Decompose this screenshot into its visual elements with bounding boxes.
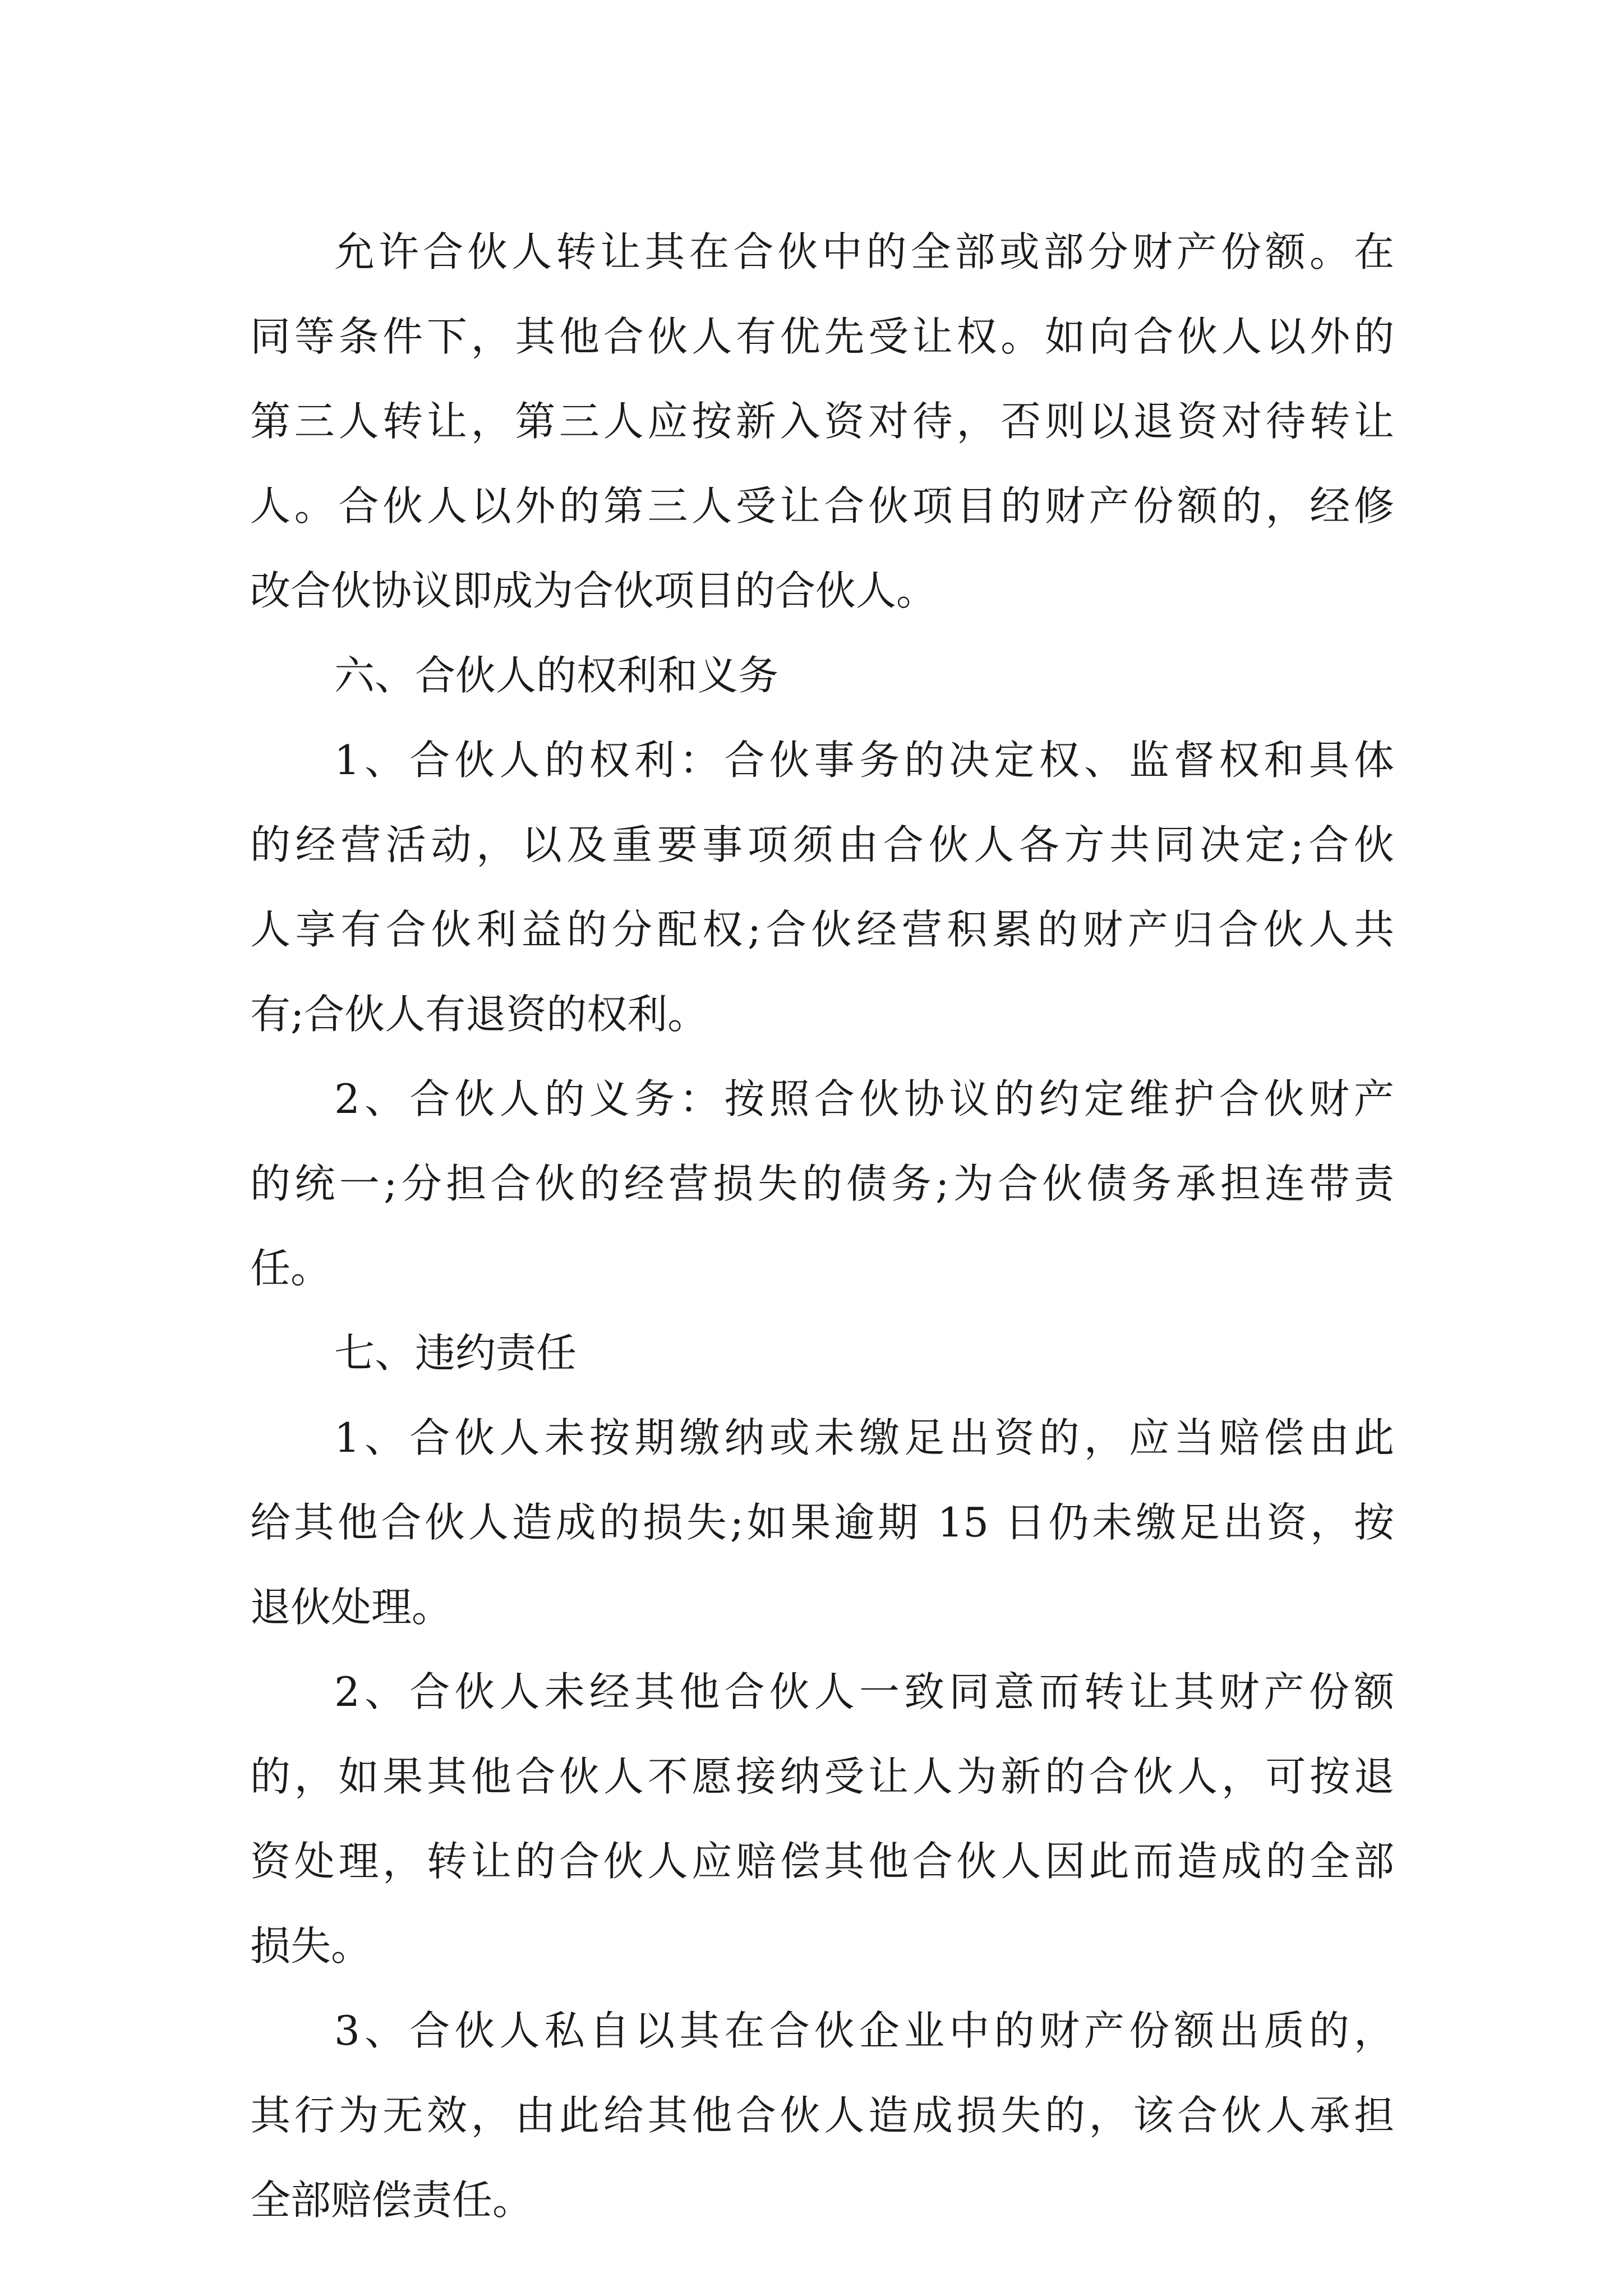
text-line: 给其他合伙人造成的损失;如果逾期 15 日仍未缴足出资，按	[250, 1499, 1394, 1546]
section-heading-breach-liability	[250, 1311, 1394, 1396]
text-line: 其行为无效，由此给其他合伙人造成损失的，该合伙人承担	[250, 2092, 1394, 2139]
clause-partner-rights	[250, 718, 1394, 1057]
text-line: 允许合伙人转让其在合伙中的全部或部分财产份额。在	[334, 228, 1394, 275]
text-line: 全部赔偿责任。	[250, 2177, 533, 2224]
paragraph-transfer-of-share	[250, 210, 1394, 633]
text-line: 2、合伙人的义务：按照合伙协议的约定维护合伙财产	[334, 1075, 1394, 1122]
text-line: 1、合伙人未按期缴纳或未缴足出资的，应当赔偿由此	[334, 1414, 1394, 1461]
section-heading: 六、合伙人的权利和义务	[334, 652, 779, 699]
text-line: 的统一;分担合伙的经营损失的债务;为合伙债务承担连带责	[250, 1160, 1394, 1207]
text-line: 人。合伙人以外的第三人受让合伙项目的财产份额的，经修	[250, 482, 1394, 530]
text-line: 退伙处理。	[250, 1584, 453, 1631]
text-line: 的经营活动，以及重要事项须由合伙人各方共同决定;合伙	[250, 821, 1394, 868]
clause-late-contribution	[250, 1396, 1394, 1650]
text-line: 任。	[250, 1245, 331, 1292]
text-line: 改合伙协议即成为合伙项目的合伙人。	[250, 567, 937, 614]
clause-unauthorized-pledge	[250, 1989, 1394, 2243]
text-line: 1、合伙人的权利：合伙事务的决定权、监督权和具体	[334, 737, 1394, 784]
text-line: 2、合伙人未经其他合伙人一致同意而转让其财产份额	[334, 1668, 1394, 1715]
text-line: 有;合伙人有退资的权利。	[250, 991, 708, 1038]
clause-unauthorized-transfer	[250, 1650, 1394, 1989]
section-heading: 七、违约责任	[334, 1329, 577, 1377]
text-line: 3、合伙人私自以其在合伙企业中的财产份额出质的，	[334, 2007, 1394, 2054]
text-line: 损失。	[250, 1922, 372, 1970]
document-body	[250, 210, 1394, 2243]
text-line: 同等条件下，其他合伙人有优先受让权。如向合伙人以外的	[250, 313, 1394, 360]
text-line: 人享有合伙利益的分配权;合伙经营积累的财产归合伙人共	[250, 906, 1394, 953]
text-line: 第三人转让，第三人应按新入资对待，否则以退资对待转让	[250, 398, 1394, 445]
clause-partner-obligations	[250, 1057, 1394, 1311]
section-heading-rights-and-obligations	[250, 633, 1394, 718]
text-line: 资处理，转让的合伙人应赔偿其他合伙人因此而造成的全部	[250, 1838, 1394, 1885]
text-line: 的，如果其他合伙人不愿接纳受让人为新的合伙人，可按退	[250, 1753, 1394, 1800]
